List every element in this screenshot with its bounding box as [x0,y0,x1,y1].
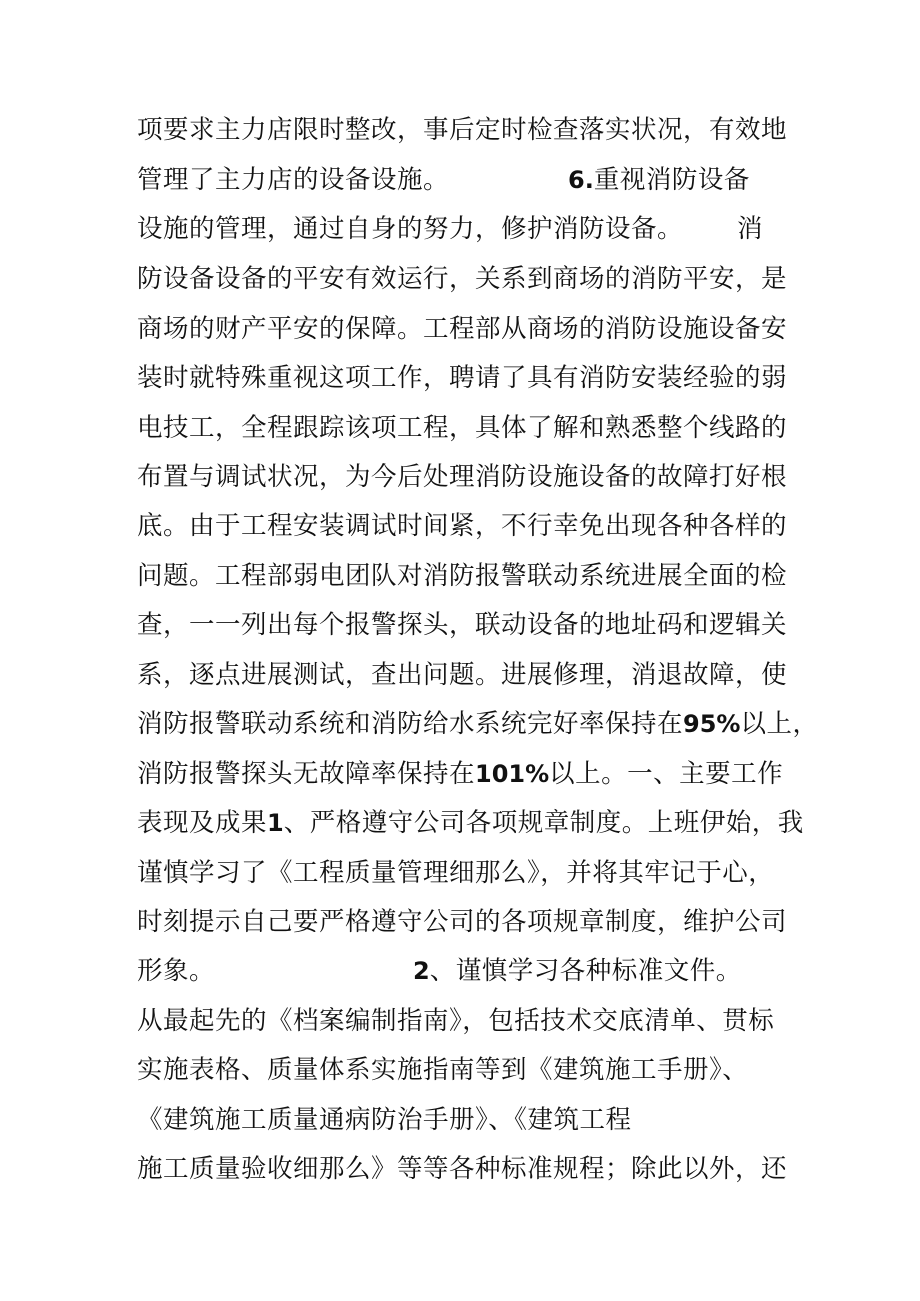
text-line-7 [137,410,787,446]
percent-value: 95% [683,710,741,738]
item-heading-2 [413,953,742,989]
section-heading-6 [568,162,750,198]
text-run: 商场的财产平安的保障。工程部从商场的消防设施设备安 [137,314,788,344]
text-run: 施工质量验收细那么》等等各种标准规程；除此以外，还 [137,1154,788,1184]
text-line-3b [737,211,763,247]
text-run: 表现及成果 [137,808,268,838]
text-run: 以上， [740,709,819,739]
text-line-13 [137,706,818,742]
text-run: 系，逐点进展测试，查出问题。进展修理，消退故障，使 [137,660,788,690]
text-run: 管理了主力店的设备设施。 [137,165,450,195]
item-number: 2 [413,957,430,985]
text-line-19 [137,1003,774,1039]
text-run: 谨慎学习了《工程质量管理细那么》，并将其牢记于心， [137,858,775,888]
text-line-11 [137,607,787,643]
text-line-2 [137,162,449,198]
text-run: 消 [737,214,764,244]
item-number: 1 [267,809,284,837]
text-run: 《建筑施工质量通病防治手册》、《建筑工程 [137,1105,632,1135]
text-run: 以上。一、主要工作 [549,759,784,789]
text-run: 项要求主力店限时整改，事后定时检查落实状况，有效地 [137,115,788,145]
text-run: 从最起先的《档案编制指南》，包括技术交底清单、贯标 [137,1006,775,1036]
text-line-5 [137,311,787,347]
text-line-16 [137,855,774,891]
text-line-6 [137,360,787,396]
text-line-18 [137,953,215,989]
text-run: 消防报警探头无故障率保持在 [137,759,476,789]
text-run: 电技工，全程跟踪该项工程，具体了解和熟悉整个线路的 [137,413,788,443]
text-line-4 [137,261,787,297]
section-title: 重视消防设备 [593,165,750,195]
text-line-12 [137,657,787,693]
text-line-22 [137,1151,787,1187]
text-line-14 [137,756,783,792]
text-run: 底。由于工程安装调试时间紧，不行幸免出现各种各样的 [137,511,788,541]
text-run: 布置与调试状况，为今后处理消防设施设备的故障打好根 [137,462,788,492]
text-run: 实施表格、质量体系实施指南等到《建筑施工手册》、 [137,1055,749,1085]
text-line-21 [137,1102,632,1138]
text-run: 、谨慎学习各种标准文件。 [429,956,742,986]
text-run: 装时就特殊重视这项工作，聘请了具有消防安装经验的弱 [137,363,788,393]
text-run: 设施的管理，通过自身的努力，修护消防设备。 [137,214,684,244]
text-run: 查，一一列出每个报警探头，联动设备的地址码和逻辑关 [137,610,788,640]
text-line-20 [137,1052,748,1088]
text-run: 时刻提示自己要严格遵守公司的各项规章制度，维护公司 [137,907,788,937]
text-run: 、严格遵守公司各项规章制度。上班伊始，我 [283,808,804,838]
text-run: 形象。 [137,956,216,986]
text-line-9 [137,508,787,544]
percent-value: 101% [475,760,550,788]
text-run: 消防报警联动系统和消防给水系统完好率保持在 [137,709,684,739]
text-line-3 [137,211,683,247]
text-line-1 [137,112,787,148]
text-line-8 [137,459,787,495]
text-line-10 [137,558,787,594]
text-line-17 [137,904,787,940]
text-run: 问题。工程部弱电团队对消防报警联动系统进展全面的检 [137,561,788,591]
section-number: 6. [568,166,594,194]
text-run: 防设备设备的平安有效运行，关系到商场的消防平安，是 [137,264,788,294]
text-line-15 [137,805,804,841]
